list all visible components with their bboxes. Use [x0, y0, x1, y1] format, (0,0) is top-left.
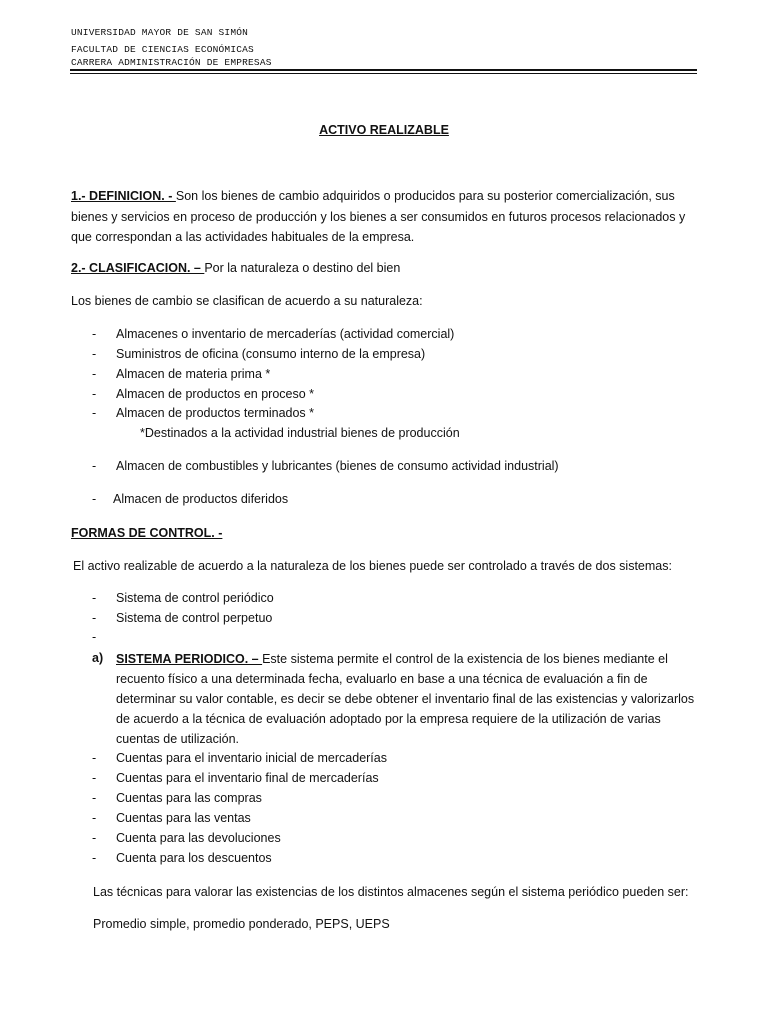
control-forms-intro: El activo realizable de acuerdo a la naturaleza de los bienes puede ser controlado a través de dos sistemas: [73, 559, 672, 573]
list-item: Almacen de materia prima * [116, 367, 271, 381]
periodic-system-paragraph [116, 649, 706, 749]
faculty-name: FACULTAD DE CIENCIAS ECONÓMICAS [71, 44, 254, 55]
list-item: Cuentas para las ventas [116, 811, 251, 825]
section-marker: a) [92, 651, 104, 665]
list-bullet: - [92, 811, 97, 825]
periodic-system-heading: SISTEMA PERIODICO. – [116, 652, 263, 666]
list-bullet: - [92, 591, 97, 605]
periodic-system-text: Este sistema permite el control de la existencia de los bienes mediante el recuento físico a una determinada fecha, evaluarlo en base a una técnica de evaluación a fin de determinar su valor contable, es decir se debe obtener el inventario final de las existencias y valorizarlos de acuerdo a la técnica de evaluación adoptado por la empresa requiere de la utilización de varias cuentas de utilización. [116, 652, 695, 746]
definition-paragraph [71, 186, 701, 248]
list-bullet: - [92, 630, 97, 644]
list-bullet: - [92, 791, 97, 805]
classification-text: Por la naturaleza o destino del bien [204, 261, 401, 275]
list-item: Sistema de control periódico [116, 591, 274, 605]
header-rule-top [70, 69, 697, 71]
university-name: UNIVERSIDAD MAYOR DE SAN SIMÓN [71, 27, 249, 38]
list-bullet: - [92, 751, 97, 765]
list-item: Almacenes o inventario de mercaderías (actividad comercial) [116, 327, 455, 341]
header-rule-bottom [70, 73, 697, 74]
classification-paragraph [71, 261, 400, 275]
list-item: Cuenta para las devoluciones [116, 831, 281, 845]
list-item: Sistema de control perpetuo [116, 611, 273, 625]
list-item: Almacen de combustibles y lubricantes (bienes de consumo actividad industrial) [116, 459, 559, 473]
goods-intro: Los bienes de cambio se clasifican de acuerdo a su naturaleza: [71, 294, 423, 308]
list-item: Almacen de productos en proceso * [116, 387, 315, 401]
techniques-list: Promedio simple, promedio ponderado, PEPS, UEPS [93, 917, 390, 931]
definition-heading: 1.- DEFINICION. - [71, 189, 176, 203]
list-item: Almacen de productos diferidos [113, 492, 289, 506]
list-item: Cuentas para el inventario final de mercaderías [116, 771, 379, 785]
list-bullet: - [92, 406, 97, 420]
list-bullet: - [92, 611, 97, 625]
classification-heading: 2.- CLASIFICACION. – [71, 261, 205, 275]
list-item: Almacen de productos terminados * [116, 406, 315, 420]
career-name: CARRERA ADMINISTRACIÓN DE EMPRESAS [71, 57, 272, 68]
list-item: Suministros de oficina (consumo interno de la empresa) [116, 347, 426, 361]
techniques-intro: Las técnicas para valorar las existencias de los distintos almacenes según el sistema periódico pueden ser: [93, 885, 689, 899]
list-bullet: - [92, 327, 97, 341]
control-forms-heading: FORMAS DE CONTROL. - [71, 526, 223, 540]
definition-text: Son los bienes de cambio adquiridos o producidos para su posterior comercialización, sus bienes y servicios en proceso de producción y los bienes a ser consumidos en futuros procesos relacionados y que correspondan a las actividades habituales de la empresa. [71, 189, 686, 244]
list-bullet: - [92, 367, 97, 381]
list-bullet: - [92, 851, 97, 865]
list-item: Cuentas para las compras [116, 791, 262, 805]
list-bullet: - [92, 771, 97, 785]
list-bullet: - [92, 831, 97, 845]
list-item: Cuentas para el inventario inicial de mercaderías [116, 751, 387, 765]
list-bullet: - [92, 387, 97, 401]
list-bullet: - [92, 347, 97, 361]
list-bullet: - [92, 459, 97, 473]
industrial-note: *Destinados a la actividad industrial bienes de producción [140, 426, 460, 440]
list-item: Cuenta para los descuentos [116, 851, 272, 865]
list-bullet: - [92, 492, 97, 506]
document-title: ACTIVO REALIZABLE [319, 123, 449, 137]
